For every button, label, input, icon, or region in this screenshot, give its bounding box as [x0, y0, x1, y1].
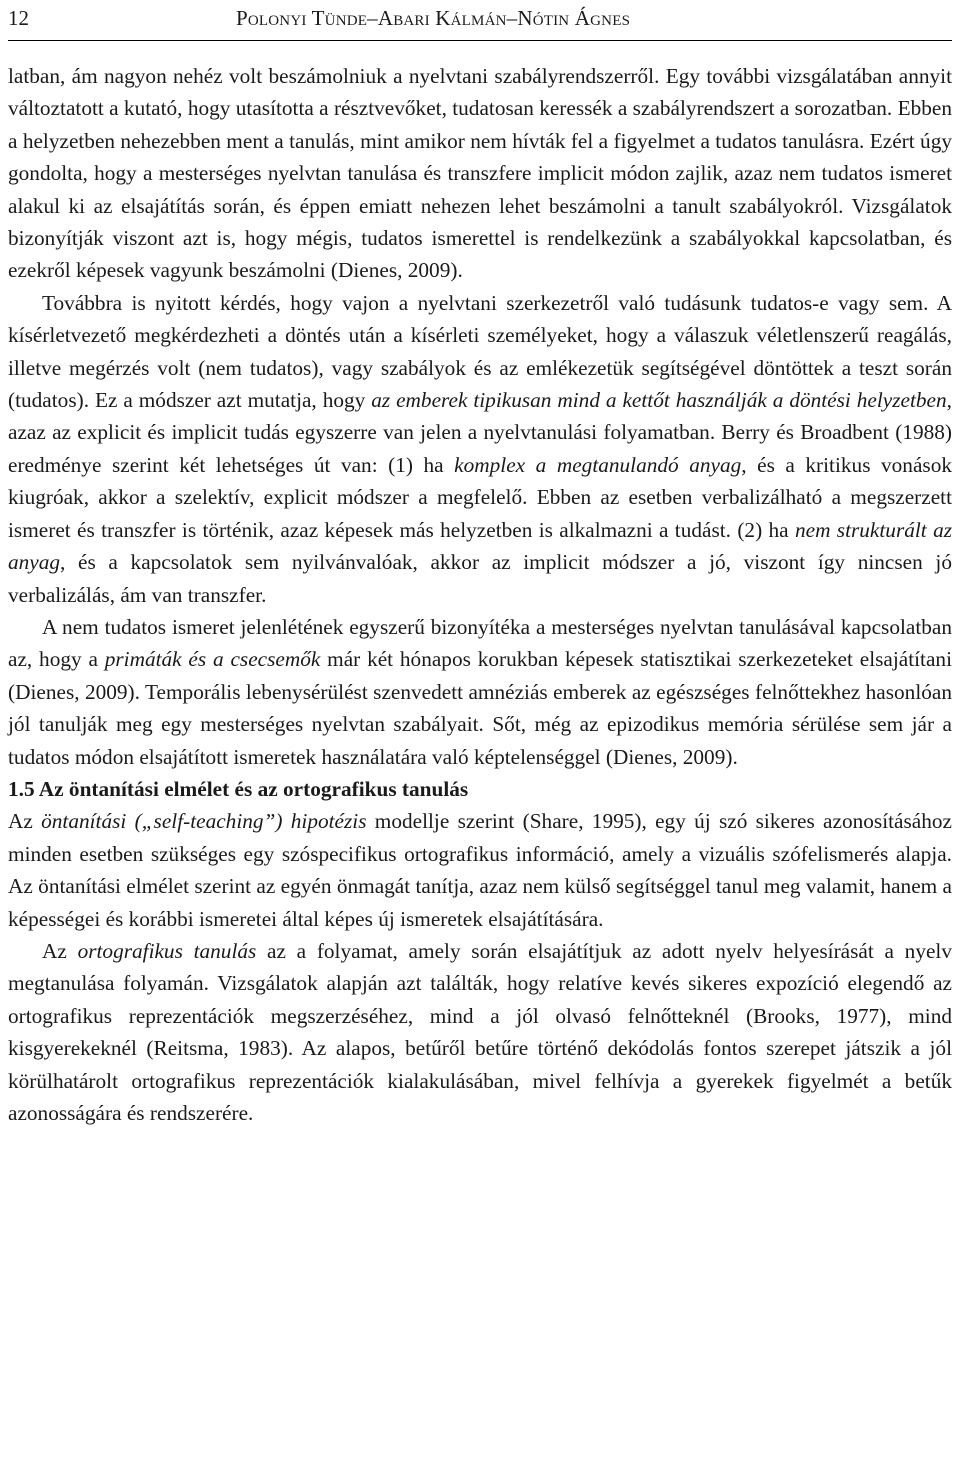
section-heading: 1.5 Az öntanítási elmélet és az ortografikus tanulás [8, 776, 469, 801]
paragraph-4 [8, 805, 952, 935]
paragraph-1-text: latban, ám nagyon nehéz volt beszámolniuk a nyelvtani szabályrendszerről. Egy további vizsgálatában annyit változtatott a kutató, hogy utasította a résztvevőket, tudatosan keressék a szabályrendszert a sorozatban. Ebben a helyzetben nehezebben ment a tanulás, mint amikor nem hívták fel a figyelmet a tudatos tanulásra. Ezért úgy gondolta, hogy a mesterséges nyelvtan tanulása és transzfere implicit módon zajlik, azaz nem tudatos ismeret alakul ki az elsajátítás során, és éppen emiatt nehezen lehet beszámolni a tanult szabályokról. Vizsgálatok bizonyítják viszont azt is, hogy mégis, tudatos ismerettel is rendelkezünk a szabályokkal kapcsolatban, és ezekről képesek vagyunk beszámolni (Dienes, 2009). [8, 64, 952, 283]
paragraph-2-text-c: , és a kritikus vonások kiugróak, akkor a szelektív, explicit módszer a megfelelő. Ebben az esetben verbalizálható a megszerzett ismeret és transzfer is történik, azaz képesek más helyzetben is alkalmazni a tudást. (2) ha [8, 452, 952, 542]
paragraph-5-text-b: az a folyamat, amely során elsajátítjuk az adott nyelv helyesírását a nyelv megtanulása folyamán. Vizsgálatok alapján azt találták, hogy relatíve kevés sikeres expozíció elegendő az ortografikus reprezentációk megszerzéséhez, mind a jól olvasó felnőtteknél (Brooks, 1977), mind kisgyerekeknél (Reitsma, 1983). Az alapos, betűről betűre történő dekódolás fontos szerepet játszik a jól körülhatárolt ortografikus reprezentációk kialakulásában, mivel felhívja a gyerekek figyelmét a betűk azonosságára és rendszerére. [8, 938, 952, 1125]
paragraph-5 [8, 935, 952, 1129]
page-body [8, 60, 952, 1129]
paragraph-2-emphasis-2: komplex a megtanulandó anyag [454, 452, 742, 477]
paragraph-4-text-a: Az [8, 809, 42, 834]
paragraph-3-text-b: már két hónapos korukban képesek statisztikai szerkezeteket elsajátítani (Dienes, 2009). Temporális lebenysérülést szenvedett amnéziás emberek az egészséges felnőttekhez hasonlóan jól tanulják meg egy mesterséges nyelvtan szabályait. Sőt, még az epizodikus memória sérülése sem jár a tudatos módon elsajátított ismeretek használatára való képtelenséggel (Dienes, 2009). [8, 647, 952, 769]
paragraph-2-emphasis-1: az emberek tipikusan mind a kettőt használják a döntési helyzetben [371, 388, 947, 413]
paragraph-4-text-b: modellje szerint (Share, 1995), egy új szó sikeres azonosításához minden esetben szükséges egy szóspecifikus ortografikus információ, amely a vizuális szófelismerés alapja. Az öntanítási elmélet szerint az egyén önmagát tanítja, azaz nem külső segítséggel tanul meg valamit, hanem a képességei és korábbi ismeretei által képes új ismeretek elsajátítására. [8, 809, 952, 931]
page-header [8, 0, 952, 41]
paragraph-3-text-a: A nem tudatos ismeret jelenlétének egyszerű bizonyítéka a mesterséges nyelvtan tanulásával kapcsolatban az, hogy a [8, 614, 952, 672]
page-number: 12 [8, 6, 29, 30]
running-head: Polonyi Tünde–Abari Kálmán–Nótin Ágnes [236, 6, 631, 30]
paragraph-2-text-d: , és a kapcsolatok sem nyilvánvalóak, akkor az implicit módszer a jó, viszont így nincsen jó verbalizálás, ám van transzfer. [8, 550, 952, 607]
paragraph-1 [8, 60, 952, 287]
paragraph-2-text-b: , azaz az explicit és implicit tudás egyszerre van jelen a nyelvtanulási folyamatban. Berry és Broadbent (1988) eredménye szerint két lehetséges út van: (1) ha [8, 388, 952, 477]
paragraph-2-emphasis-3: nem strukturált az anyag [8, 517, 952, 575]
paragraph-5-text-a: Az [42, 938, 78, 963]
paragraph-4-emphasis-1: öntanítási („self-teaching”) hipotézis [41, 809, 367, 834]
paragraph-2-text-a: Továbbra is nyitott kérdés, hogy vajon a nyelvtani szerkezetről való tudásunk tudatos-e vagy sem. A kísérletvezető megkérdezheti a döntés után a kísérleti személyeket, hogy a válaszuk véletlenszerű reagálás, illetve megérzés volt (nem tudatos), vagy szabályok és az emlékezetük segítségével döntöttek a teszt során (tudatos). Ez a módszer azt mutatja, hogy [8, 290, 952, 413]
paragraph-2 [8, 287, 952, 611]
paragraph-3-emphasis-1: primáták és a csecsemők [104, 647, 321, 672]
paragraph-3 [8, 611, 952, 773]
paragraph-5-emphasis-1: ortografikus tanulás [77, 938, 257, 963]
